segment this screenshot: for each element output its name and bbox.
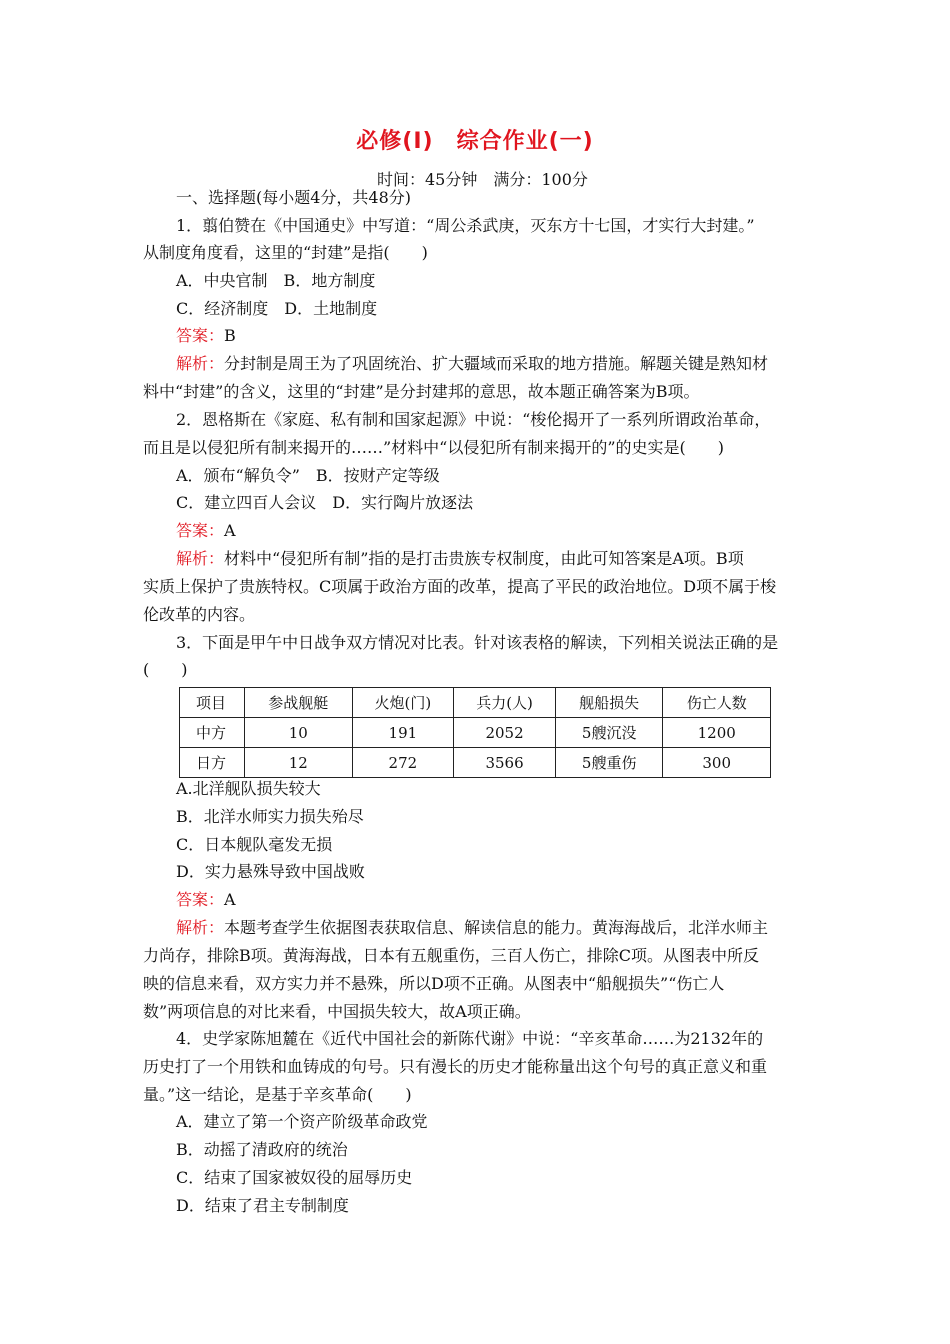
answer-label: 答案： [176, 521, 225, 540]
table-header-cell: 兵力(人) [454, 688, 556, 718]
analysis-label: 解析： [176, 918, 225, 937]
q3-option-d: D．实力悬殊导致中国战败 [176, 862, 365, 881]
table-header-cell: 参战舰艇 [245, 688, 353, 718]
q4-stem-line1: 4．史学家陈旭麓在《近代中国社会的新陈代谢》中说：“辛亥革命……为2132年的 [176, 1029, 764, 1048]
q4-stem-line2: 历史打了一个用铁和血铸成的句号。只有漫长的历史才能称量出这个句号的真正意义和重 [143, 1057, 768, 1076]
q2-analysis-line3: 伦改革的内容。 [143, 605, 256, 624]
answer-value: A [224, 521, 236, 540]
table-cell: 2052 [454, 718, 556, 748]
q3-stem-line1: 3．下面是甲午中日战争双方情况对比表。针对该表格的解读，下列相关说法正确的是 [176, 633, 779, 652]
answer-value: B [224, 326, 236, 345]
q3-analysis-line3: 映的信息来看，双方实力并不悬殊，所以D项不正确。从图表中“船舰损失”“伤亡人 [143, 974, 725, 993]
table-cell: 日方 [180, 748, 245, 778]
q1-answer [176, 326, 236, 346]
q3-answer [176, 890, 236, 910]
q4-option-c: C．结束了国家被奴役的屈辱历史 [176, 1168, 413, 1187]
table-cell: 12 [245, 748, 353, 778]
q1-analysis-line1 [176, 354, 768, 374]
q2-answer [176, 521, 236, 541]
table-cell: 191 [352, 718, 454, 748]
table-cell: 300 [663, 748, 771, 778]
answer-value: A [224, 890, 236, 909]
table-header-cell: 伤亡人数 [663, 688, 771, 718]
time-info: 时间：45分钟 满分：100分 [377, 170, 588, 189]
page-title: 必修(Ⅰ) 综合作业(一) [356, 129, 594, 154]
q3-analysis-line1 [176, 918, 768, 938]
table-header-cell: 项目 [180, 688, 245, 718]
table-cell: 中方 [180, 718, 245, 748]
q4-stem-line3: 量。”这一结论，是基于辛亥革命( ) [143, 1085, 412, 1104]
q3-stem-line2: ( ) [143, 660, 188, 679]
table-cell: 5艘沉没 [555, 718, 663, 748]
q1-options-cd: C．经济制度 D．土地制度 [176, 299, 378, 318]
section-heading: 一、选择题(每小题4分，共48分) [176, 188, 412, 207]
q1-stem-line2: 从制度角度看，这里的“封建”是指( ) [143, 243, 428, 262]
q2-stem-line2: 而且是以侵犯所有制来揭开的……”材料中“以侵犯所有制来揭开的”的史实是( ) [143, 438, 725, 457]
q1-options-ab: A．中央官制 B．地方制度 [176, 271, 376, 290]
q3-analysis-line2: 力尚存，排除B项。黄海海战，日本有五舰重伤，三百人伤亡，排除C项。从图表中所反 [143, 946, 760, 965]
analysis-label: 解析： [176, 549, 225, 568]
q2-analysis-line1 [176, 549, 744, 569]
q3-option-b: B．北洋水师实力损失殆尽 [176, 807, 364, 826]
q2-stem-line1: 2．恩格斯在《家庭、私有制和国家起源》中说：“梭伦揭开了一系列所谓政治革命， [176, 410, 771, 429]
q3-option-a: A.北洋舰队损失较大 [176, 779, 321, 798]
q2-analysis-line2: 实质上保护了贵族特权。C项属于政治方面的改革，提高了平民的政治地位。D项不属于梭 [143, 577, 777, 596]
analysis-text: 分封制是周王为了巩固统治、扩大疆域而采取的地方措施。解题关键是熟知材 [224, 354, 769, 373]
table-row [180, 748, 771, 778]
q2-options-cd: C．建立四百人会议 D．实行陶片放逐法 [176, 493, 474, 512]
q4-option-b: B．动摇了清政府的统治 [176, 1140, 348, 1159]
q2-options-ab: A．颁布“解负令” B．按财产定等级 [176, 466, 440, 485]
table-cell: 272 [352, 748, 454, 778]
table-header-cell: 火炮(门) [352, 688, 454, 718]
q4-option-d: D．结束了君主专制制度 [176, 1196, 349, 1215]
q1-analysis-line2: 料中“封建”的含义，这里的“封建”是分封建邦的意思，故本题正确答案为B项。 [143, 382, 700, 401]
table-cell: 10 [245, 718, 353, 748]
table-row [180, 718, 771, 748]
table-header-row [180, 688, 771, 718]
table-cell: 3566 [454, 748, 556, 778]
comparison-table [179, 687, 771, 778]
answer-label: 答案： [176, 890, 225, 909]
q1-stem-line1: 1．翦伯赞在《中国通史》中写道：“周公杀武庚，灭东方十七国，才实行大封建。” [176, 216, 755, 235]
q3-analysis-line4: 数”两项信息的对比来看，中国损失较大，故A项正确。 [143, 1002, 531, 1021]
analysis-text: 材料中“侵犯所有制”指的是打击贵族专权制度，由此可知答案是A项。B项 [224, 549, 744, 568]
q4-option-a: A．建立了第一个资产阶级革命政党 [176, 1112, 428, 1131]
table-cell: 1200 [663, 718, 771, 748]
analysis-label: 解析： [176, 354, 225, 373]
table-cell: 5艘重伤 [555, 748, 663, 778]
analysis-text: 本题考查学生依据图表获取信息、解读信息的能力。黄海海战后，北洋水师主 [224, 918, 769, 937]
answer-label: 答案： [176, 326, 225, 345]
q3-option-c: C．日本舰队毫发无损 [176, 835, 333, 854]
table-header-cell: 舰船损失 [555, 688, 663, 718]
